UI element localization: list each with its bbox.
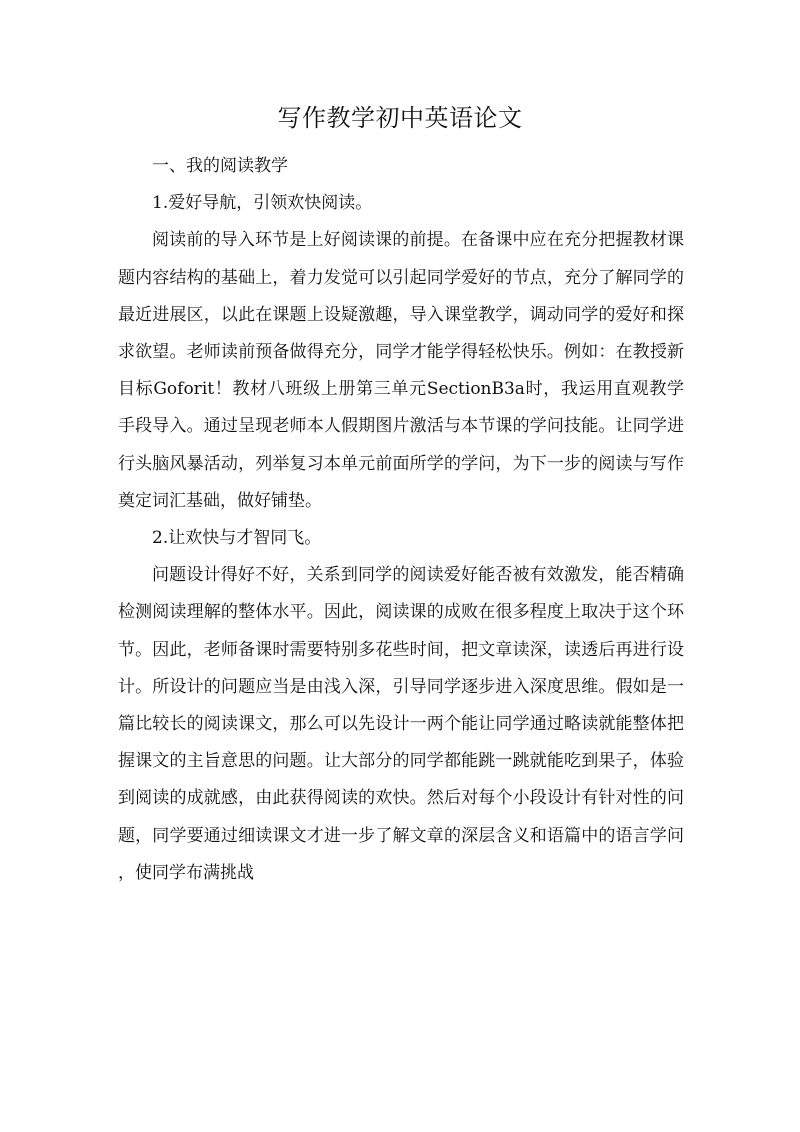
paragraph-2: 问题设计得好不好，关系到同学的阅读爱好能否被有效激发，能否精确检测阅读理解的整体水平。因此，阅读课的成败在很多程度上取决于这个环节。因此，老师备课时需要特别多花些时间，把文章读深，读透后再进行设计。所设计的问题应当是由浅入深，引导同学逐步进入深度思维。假如是一篇比较长的阅读课文，那么可以先设计一两个能让同学通过略读就能整体把握课文的主旨意思的问题。让大部分的同学都能跳一跳就能吃到果子，体验到阅读的成就感，由此获得阅读的欢快。然后对每个小段设计有针对性的问题，同学要通过细读课文才进一步了解文章的深层含义和语篇中的语言学问，使同学布满挑战 <box>118 565 684 883</box>
section-heading: 一、我的阅读教学 <box>152 156 288 176</box>
subheading-1: 1.爱好导航，引领欢快阅读。 <box>152 193 373 214</box>
paragraph-1: 阅读前的导入环节是上好阅读课的前提。在备课中应在充分把握教材课题内容结构的基础上，着力发觉可以引起同学爱好的节点，充分了解同学的最近进展区，以此在课题上设疑激趣，导入课堂教学，调动同学的爱好和探求欲望。老师读前预备做得充分，同学才能学得轻松快乐。例如：在教授新目标Goforit！教材八班级上册第三单元SectionB3a时，我运用直观教学手段导入。通过呈现老师本人假期图片激活与本节课的学问技能。让同学进行头脑风暴活动，列举复习本单元前面所学的学问，为下一步的阅读与写作奠定词汇基础，做好铺垫。 <box>118 230 684 511</box>
document-title: 写作教学初中英语论文 <box>277 104 523 132</box>
subheading-2: 2.让欢快与才智同飞。 <box>152 528 322 549</box>
document-body <box>118 148 684 892</box>
